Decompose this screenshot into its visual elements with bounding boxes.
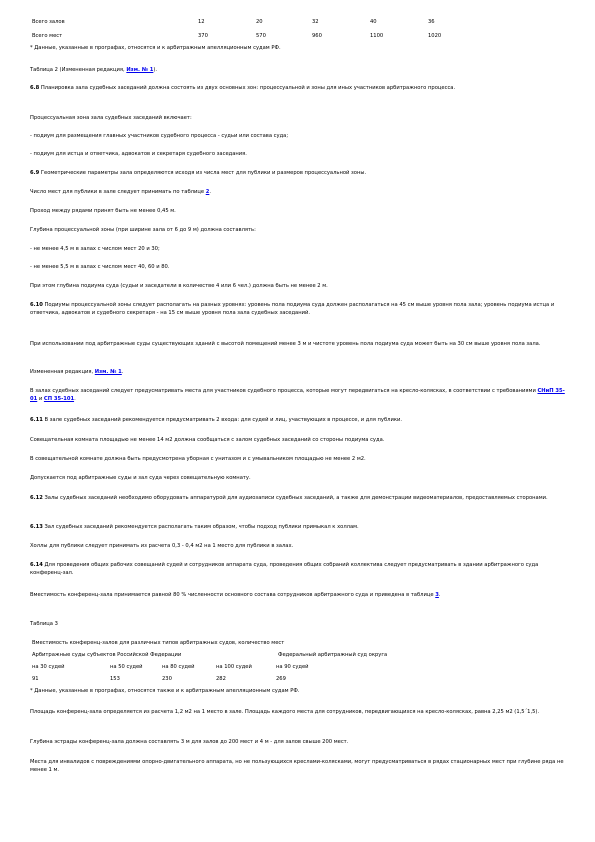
list-item: - подиум для размещения главных участников судебного процесса - судьи или состава суда; (30, 133, 289, 139)
group-header: Арбитражные суды субъектов Российской Федерации (32, 652, 182, 658)
row-label: Всего залов (32, 19, 65, 25)
column-header: на 100 судей (216, 664, 252, 670)
paragraph: Вместимость конференц-зала принимается равной 80 % численности основного состава сотрудников арбитражного суда и приведена в таблице 3. (30, 592, 441, 598)
table-cell: 91 (32, 676, 39, 682)
table-link[interactable]: 2 (205, 189, 210, 195)
table-cell: 12 (198, 19, 205, 25)
table-cell: 36 (428, 19, 435, 25)
paragraph: В совещательной комнате должна быть предусмотрена уборная с унитазом и с умывальником площадью не менее 2 м2. (30, 456, 366, 462)
table-cell: 40 (370, 19, 377, 25)
change-link[interactable]: Изм. № 1 (126, 67, 154, 73)
group-header: Федеральный арбитражный суд округа (278, 652, 388, 658)
paragraph: Глубина эстрады конференц-зала должна составлять 3 м для залов до 200 мест и 4 м - для залов свыше 200 мест. (30, 739, 349, 745)
paragraph-6-11: 6.11 В зале судебных заседаний рекомендуется предусматривать 2 входа: для судей и лиц, участвующих в процессе, и для публики. (30, 417, 402, 423)
column-header: на 50 судей (110, 664, 143, 670)
paragraph-6-9: 6.9 Геометрические параметры зала определяются исходя из числа мест для публики и размеров процессуальной зоны. (30, 170, 367, 176)
paragraph: Глубина процессуальной зоны (при ширине зала от 6 до 9 м) должна составлять: (30, 227, 256, 233)
paragraph: Холлы для публики следует принимать из расчета 0,3 - 0,4 м2 на 1 место для публики в залах. (30, 543, 294, 549)
table-cell: 153 (110, 676, 120, 682)
table-cell: 1100 (370, 33, 384, 39)
paragraph: Места для инвалидов с повреждениями опорно-двигательного аппарата, но не пользующихся креслами-колясками, могут предусматриваться в рядах стационарных мест при глубине ряда не менее 1 м. (30, 759, 564, 773)
paragraph: В залах судебных заседаний следует предусматривать места для участников судебного процесса, которые могут передвигаться на кресло-колясках, в соответствии с требованиями СНиП 35-01 и СП 35-101. (30, 388, 565, 402)
table-cell: 269 (276, 676, 286, 682)
paragraph: При этом глубина подиума суда (судьи и заседатели в количестве 4 или 6 чел.) должна быть не менее 2 м. (30, 283, 328, 289)
column-header: на 90 судей (276, 664, 309, 670)
table-cell: 570 (256, 33, 266, 39)
table-cell: 20 (256, 19, 263, 25)
paragraph: При использовании под арбитражные суды существующих зданий с высотой помещений менее 3 м и чистоте уровень пола подиума суда может быть на 30 см выше уровня пола зала. (30, 341, 541, 347)
paragraph: Площадь конференц-зала определяется из расчета 1,2 м2 на 1 место в зале. Площадь каждого места для сотрудников, передвигающихся на кресло-колясках, равна 2,25 м2 (1,5´1,5). (30, 709, 540, 715)
list-item: - не менее 5,5 м в залах с числом мест 40, 60 и 80. (30, 264, 170, 270)
paragraph: Допускается под арбитражные суды и зал суда через совещательную комнату. (30, 475, 251, 481)
table-cell: 282 (216, 676, 226, 682)
list-item: - не менее 4,5 м в залах с числом мест 20 и 30; (30, 246, 160, 252)
column-header: на 80 судей (162, 664, 195, 670)
row-label: Всего мест (32, 33, 63, 39)
table-cell: 1020 (428, 33, 442, 39)
paragraph-6-13: 6.13 Зал судебных заседаний рекомендуется располагать таким образом, чтобы подход публики примыкал к холлам. (30, 524, 359, 530)
paragraph-6-14: 6.14 Для проведения общих рабочих совещаний судей и сотрудников аппарата суда, проведения общих собраний коллектива следует предусматривать в здании арбитражного суда конференц-зал. (30, 562, 539, 576)
table-cell: 230 (162, 676, 172, 682)
table2-caption: Таблица 2 (Измененная редакция, Изм. № 1). (30, 67, 158, 73)
change-link[interactable]: Изм. № 1 (94, 369, 122, 375)
table-footnote: * Данные, указанные в прографах, относятся и к арбитражным апелляционным судам РФ. (30, 45, 281, 51)
paragraph: Число мест для публики в зале следует принимать по таблице 2. (30, 189, 211, 195)
sp-link[interactable]: СП 35-101 (43, 396, 75, 402)
paragraph-6-12: 6.12 Залы судебных заседаний необходимо оборудовать аппаратурой для аудиозаписи судебных заседаний, а также для демонстрации видеоматериалов, предоставляемых сторонами. (30, 495, 548, 501)
table-cell: 370 (198, 33, 208, 39)
snip-link[interactable]: СНиП 35-01 (30, 388, 565, 402)
table-link[interactable]: 3 (435, 592, 439, 598)
list-item: - подиум для истца и ответчика, адвокатов и секретаря судебного заседания. (30, 151, 247, 157)
paragraph: Проход между рядами принят быть не менее 0,45 м. (30, 208, 176, 214)
paragraph-6-8: 6.8 Планировка зала судебных заседаний должна состоять из двух основных зон: процессуальной и зоны для иных участников арбитражного процесса. (30, 85, 456, 91)
table-footnote: * Данные, указанные в прографах, относятся также и к арбитражным апелляционным судам РФ. (30, 688, 300, 694)
paragraph: Совещательная комната площадью не менее 14 м2 должна сообщаться с залом судебных заседаний со стороны подиума суда. (30, 437, 385, 443)
paragraph: Измененная редакция, Изм. № 1. (30, 369, 124, 375)
table-cell: 960 (312, 33, 322, 39)
table-cell: 32 (312, 19, 319, 25)
paragraph: Процессуальная зона зала судебных заседаний включает: (30, 115, 192, 121)
table3-caption: Таблица 3 (30, 621, 58, 627)
paragraph-6-10: 6.10 Подиумы процессуальной зоны следует располагать на разных уровнях: уровень пола подиума суда должен располагаться на 45 см выше уровня пола зала; уровень подиума истца и ответчика, адвокатов и судебного секретаря - на 15 см выше уровня пола зала судебных заседаний. (30, 302, 555, 316)
column-header: на 30 судей (32, 664, 65, 670)
